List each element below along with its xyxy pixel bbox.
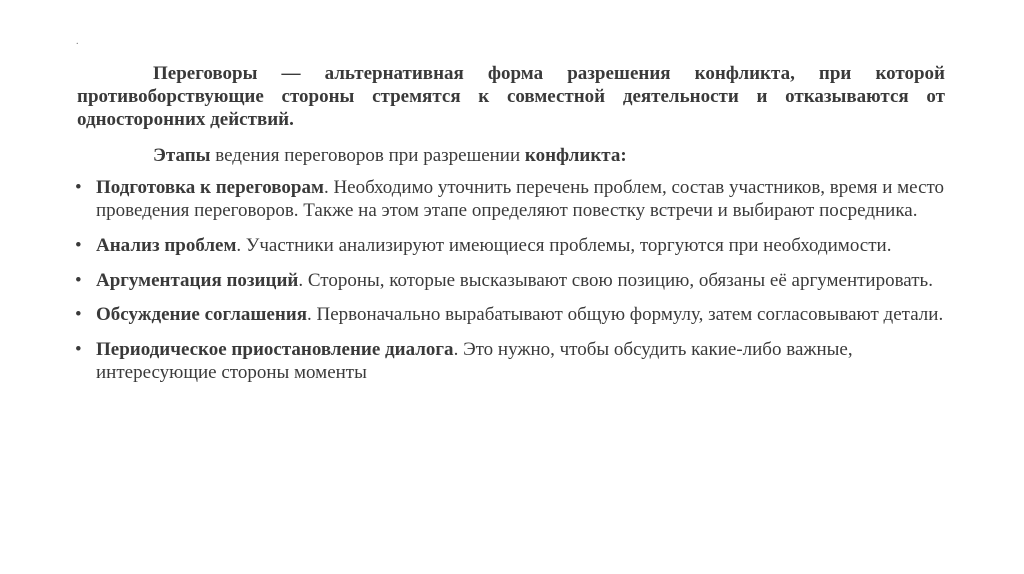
list-item-term: Аргументация позиций: [96, 270, 299, 291]
list-item-term: Обсуждение соглашения: [96, 304, 308, 325]
list-item-text: . Участники анализируют имеющиеся проблемы, торгуются при необходимости.: [236, 235, 892, 256]
bullet-icon: •: [75, 304, 82, 325]
list-item-text: . Первоначально вырабатывают общую формулу, затем согласовывают детали.: [307, 304, 944, 325]
list-item-term: Анализ проблем: [96, 235, 237, 256]
intro-paragraph: Переговоры — альтернативная форма разрешения конфликта, при которой противоборствующие стороны стремятся к совместной деятельности и отказываются от односторонних действий.: [77, 63, 945, 130]
list-item-text: . Необходимо уточнить перечень проблем, состав участников, время и место проведения переговоров. Также на этом этапе определяют повестку встречи и выбирают посредника.: [96, 177, 945, 221]
list-item-text: . Это нужно, чтобы обсудить какие-либо важные, интересующие стороны моменты: [96, 339, 853, 383]
bullet-icon: •: [75, 339, 82, 360]
list-item: [73, 234, 953, 257]
stages-list: [73, 176, 953, 384]
list-item: [73, 176, 953, 222]
list-item-term: Подготовка к переговорам: [96, 177, 324, 198]
bullet-icon: •: [75, 270, 82, 291]
bullet-icon: •: [75, 177, 82, 198]
stages-heading-end: конфликта:: [524, 145, 627, 166]
stages-heading-middle: ведения переговоров при разрешении: [210, 145, 525, 166]
list-item-term: Периодическое приостановление диалога: [96, 339, 454, 360]
slide-dot-marker: .: [76, 36, 79, 47]
list-item-text: . Стороны, которые высказывают свою позицию, обязаны её аргументировать.: [298, 270, 933, 291]
list-item: [73, 338, 953, 384]
stages-heading-word: Этапы: [153, 145, 211, 166]
bullet-icon: •: [75, 235, 82, 256]
list-item: [73, 303, 953, 326]
stages-heading: [153, 144, 627, 167]
list-item: [73, 269, 953, 292]
